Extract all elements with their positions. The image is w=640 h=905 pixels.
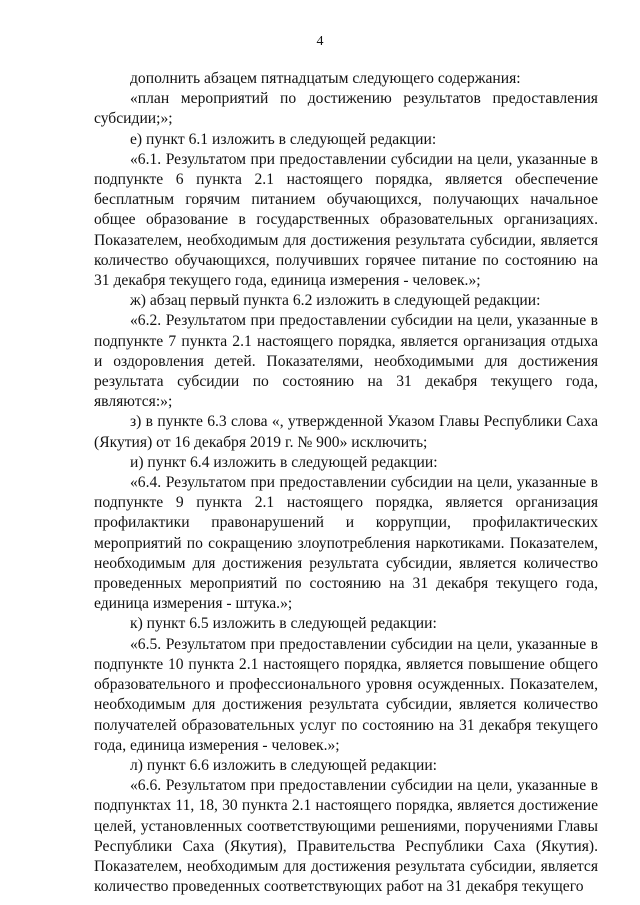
paragraph: з) в пункте 6.3 слова «, утвержденной Указом Главы Республики Саха (Якутия) от 16 декабря 2019 г. № 900» исключить;: [94, 413, 598, 451]
paragraph: к) пункт 6.5 изложить в следующей редакции:: [130, 615, 437, 633]
paragraph: ж) абзац первый пункта 6.2 изложить в следующей редакции:: [130, 292, 541, 310]
paragraph: «6.4. Результатом при предоставлении субсидии на цели, указанные в подпункте 9 пункта 2.1 настоящего порядка, является организация профилактики правонарушений и коррупции, профилактических мероприятий по сокращению злоупотребления наркотиками. Показателем, необходимым для достижения результата субсидии, является количество проведенных мероприятий по состоянию на 31 декабря текущего года, единица измерения - штука.»;: [94, 474, 598, 613]
paragraph: «6.6. Результатом при предоставлении субсидии на цели, указанные в подпунктах 11, 18, 30 пункта 2.1 настоящего порядка, является достижение целей, установленных соответствующими решениями, поручениями Главы Республики Саха (Якутия), Правительства Республики Саха (Якутия). Показателем, необходимым для достижения результата субсидии, является количество проведенных соответствующих работ на 31 декабря текущего: [94, 777, 598, 896]
paragraph: е) пункт 6.1 изложить в следующей редакции:: [130, 130, 437, 148]
document-body: [94, 69, 598, 897]
page-number: 4: [316, 34, 324, 49]
paragraph: и) пункт 6.4 изложить в следующей редакции:: [130, 453, 438, 471]
paragraph: «план мероприятий по достижению результатов предоставления субсидии;»;: [94, 90, 598, 128]
paragraph: л) пункт 6.6 изложить в следующей редакции:: [130, 756, 438, 774]
paragraph: «6.1. Результатом при предоставлении субсидии на цели, указанные в подпункте 6 пункта 2.1 настоящего порядка, является обеспечение бесплатным горячим питанием обучающихся, получающих начальное общее образование в государственных образовательных организациях. Показателем, необходимым для достижения результата субсидии, является количество обучающихся, получивших горячее питание по состоянию на 31 декабря текущего года, единица измерения - человек.»;: [94, 150, 598, 290]
paragraph: дополнить абзацем пятнадцатым следующего содержания:: [130, 70, 521, 87]
paragraph: «6.5. Результатом при предоставлении субсидии на цели, указанные в подпункте 10 пункта 2.1 настоящего порядка, является повышение общего образовательного и профессионального уровня осужденных. Показателем, необходимым для достижения результата субсидии, является количество получателей образовательных услуг по состоянию на 31 декабря текущего года, единица измерения - человек.»;: [94, 635, 598, 754]
paragraph: «6.2. Результатом при предоставлении субсидии на цели, указанные в подпункте 7 пункта 2.1 настоящего порядка, является организация отдыха и оздоровления детей. Показателями, необходимыми для достижения результата субсидии по состоянию на 31 декабря текущего года, являются:»;: [94, 312, 598, 411]
